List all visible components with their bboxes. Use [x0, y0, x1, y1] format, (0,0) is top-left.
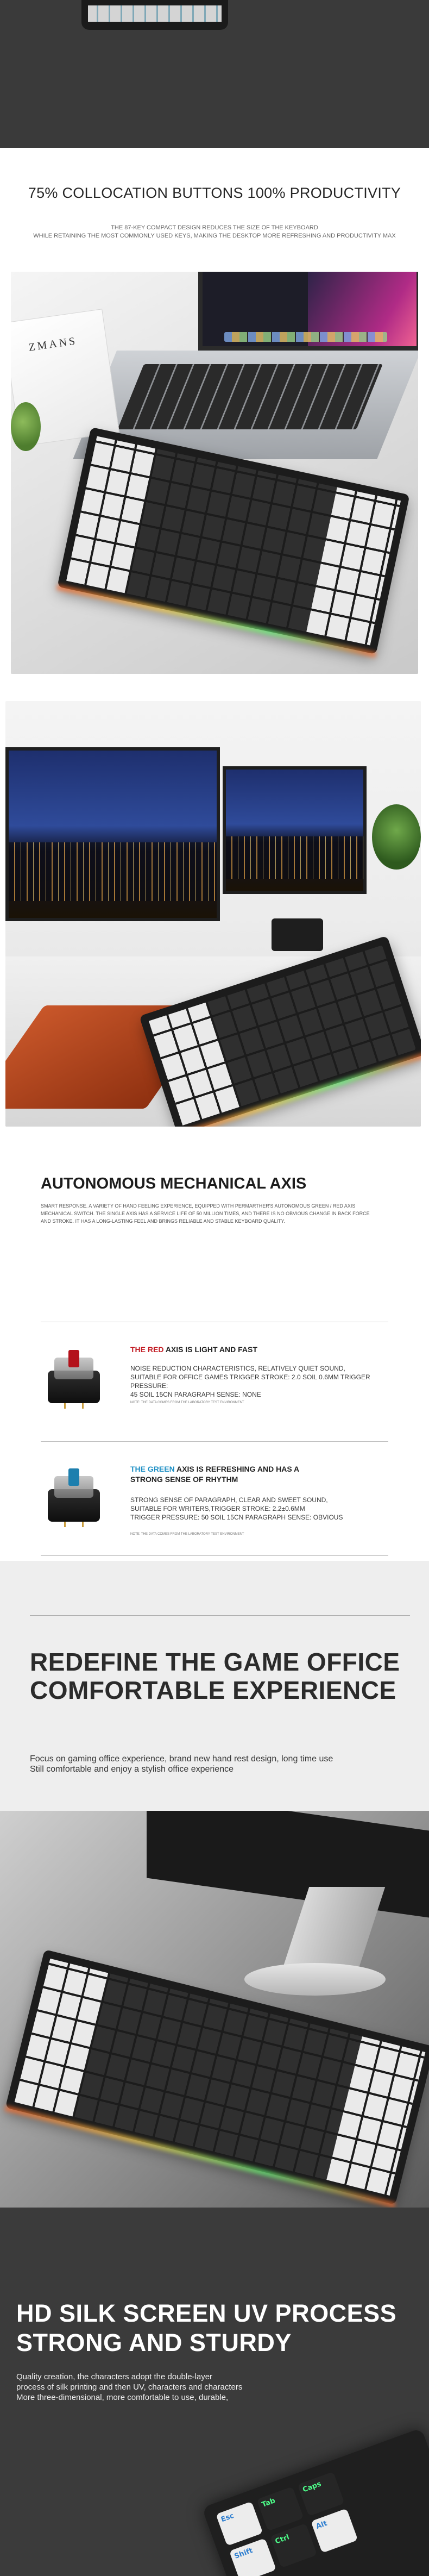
green-switch-note: NOTE: THE DATA COMES FROM THE LABORATORY TEST ENVIRONMENT	[130, 1533, 244, 1536]
monitor-right	[223, 766, 367, 894]
monitor	[147, 1811, 429, 1918]
plant	[11, 402, 41, 451]
book-cover-text: ZMANS	[28, 335, 78, 354]
keycap-row	[88, 5, 222, 22]
redefine-description: Focus on gaming office experience, brand new hand rest design, long time use Still comfortable and enjoy a stylish office experience	[30, 1754, 333, 1774]
divider	[30, 1615, 410, 1616]
keycap-grid	[66, 436, 401, 646]
hd-silk-screen-section	[0, 2208, 429, 2576]
keycap: Caps	[298, 2472, 345, 2516]
redefine-heading: REDEFINE THE GAME OFFICE COMFORTABLE EXPERIENCE	[30, 1648, 400, 1704]
red-switch-specs: NOISE REDUCTION CHARACTERISTICS, RELATIVELY QUIET SOUND, SUITABLE FOR OFFICE GAMES TRIGGER STROKE: 2.0 SOIL 0.6MM TRIGGER PRESSURE: 45 SOIL 15CN PARAGRAPH SENSE: NONE	[130, 1365, 370, 1398]
autonomous-axis-section	[0, 1137, 429, 1561]
green-switch-image	[43, 1468, 103, 1528]
keyboard-monitor-photo	[0, 1811, 429, 2208]
collocation-section	[0, 148, 429, 1137]
keycap: Tab	[256, 2486, 304, 2531]
top-dark-band	[0, 0, 429, 148]
red-switch-image	[43, 1350, 103, 1410]
speaker	[272, 918, 323, 951]
collocation-subtitle-line1: THE 87-KEY COMPACT DESIGN REDUCES THE SIZE OF THE KEYBOARD	[111, 224, 318, 231]
keycap: Ctrl	[270, 2523, 317, 2568]
laptop-keyboard	[117, 364, 382, 429]
green-switch-stem	[68, 1468, 79, 1486]
keyboard-closeup	[202, 2428, 429, 2576]
keyboard-bottom-image	[81, 0, 228, 30]
keyboard-laptop-photo	[11, 272, 418, 674]
red-switch-stem	[68, 1350, 79, 1367]
keycap: Alt	[311, 2509, 358, 2553]
redefine-section	[0, 1561, 429, 1811]
autonomous-heading: AUTONOMOUS MECHANICAL AXIS	[41, 1175, 307, 1192]
mechanical-keyboard	[57, 427, 409, 654]
monitor-left	[5, 747, 220, 921]
laptop-dock	[224, 332, 387, 342]
divider	[41, 1441, 388, 1442]
monitor-base	[244, 1963, 386, 1996]
red-switch-title: THE RED AXIS IS LIGHT AND FAST	[130, 1345, 257, 1354]
city-night-wallpaper	[226, 770, 363, 891]
green-switch-specs: STRONG SENSE OF PARAGRAPH, CLEAR AND SWEET SOUND, SUITABLE FOR WRITERS,TRIGGER STROKE: 2.2±0.6MM TRIGGER PRESSURE: 50 SOIL 15CN PARAGRAPH SENSE: OBVIOUS	[130, 1496, 343, 1521]
keycap: Shift	[229, 2538, 276, 2576]
plant	[372, 804, 421, 870]
hd-description: Quality creation, the characters adopt the double-layer process of silk printing and then UV, characters and characters More three-dimensional, more comfortable to use, durable,	[16, 2372, 243, 2402]
hd-heading: HD SILK SCREEN UV PROCESS STRONG AND STURDY	[16, 2299, 397, 2356]
collocation-subtitle-line2: WHILE RETAINING THE MOST COMMONLY USED KEYS, MAKING THE DESKTOP MORE REFRESHING AND PRODUCTIVITY MAX	[33, 233, 396, 239]
green-switch-title: THE GREEN AXIS IS REFRESHING AND HAS A STRONG SENSE OF RHYTHM	[130, 1465, 300, 1484]
autonomous-description: SMART RESPONSE. A VARIETY OF HAND FEELING EXPERIENCE, EQUIPPED WITH PERMARTHER'S AUTONOMOUS GREEN / RED AXIS MECHANICAL SWITCH. THE SINGLE AXIS HAS A SERVICE LIFE OF 50 MILLION TIMES, AND THERE IS NO OBVIOUS CHANGE IN BACK FORCE AND STROKE. IT HAS A LONG-LASTING FEEL AND BRINGS RELIABLE AND STABLE KEYBOARD QUALITY.	[41, 1203, 370, 1224]
red-switch-note: NOTE: THE DATA COMES FROM THE LABORATORY TEST ENVIRONMENT	[130, 1401, 244, 1404]
collocation-heading: 75% COLLOCATION BUTTONS 100% PRODUCTIVITY	[28, 185, 401, 201]
keycap: Esc	[216, 2502, 263, 2546]
laptop-screen	[198, 272, 418, 351]
city-night-wallpaper	[9, 751, 217, 918]
desk-setup-photo	[5, 701, 421, 1127]
divider	[41, 1555, 388, 1556]
